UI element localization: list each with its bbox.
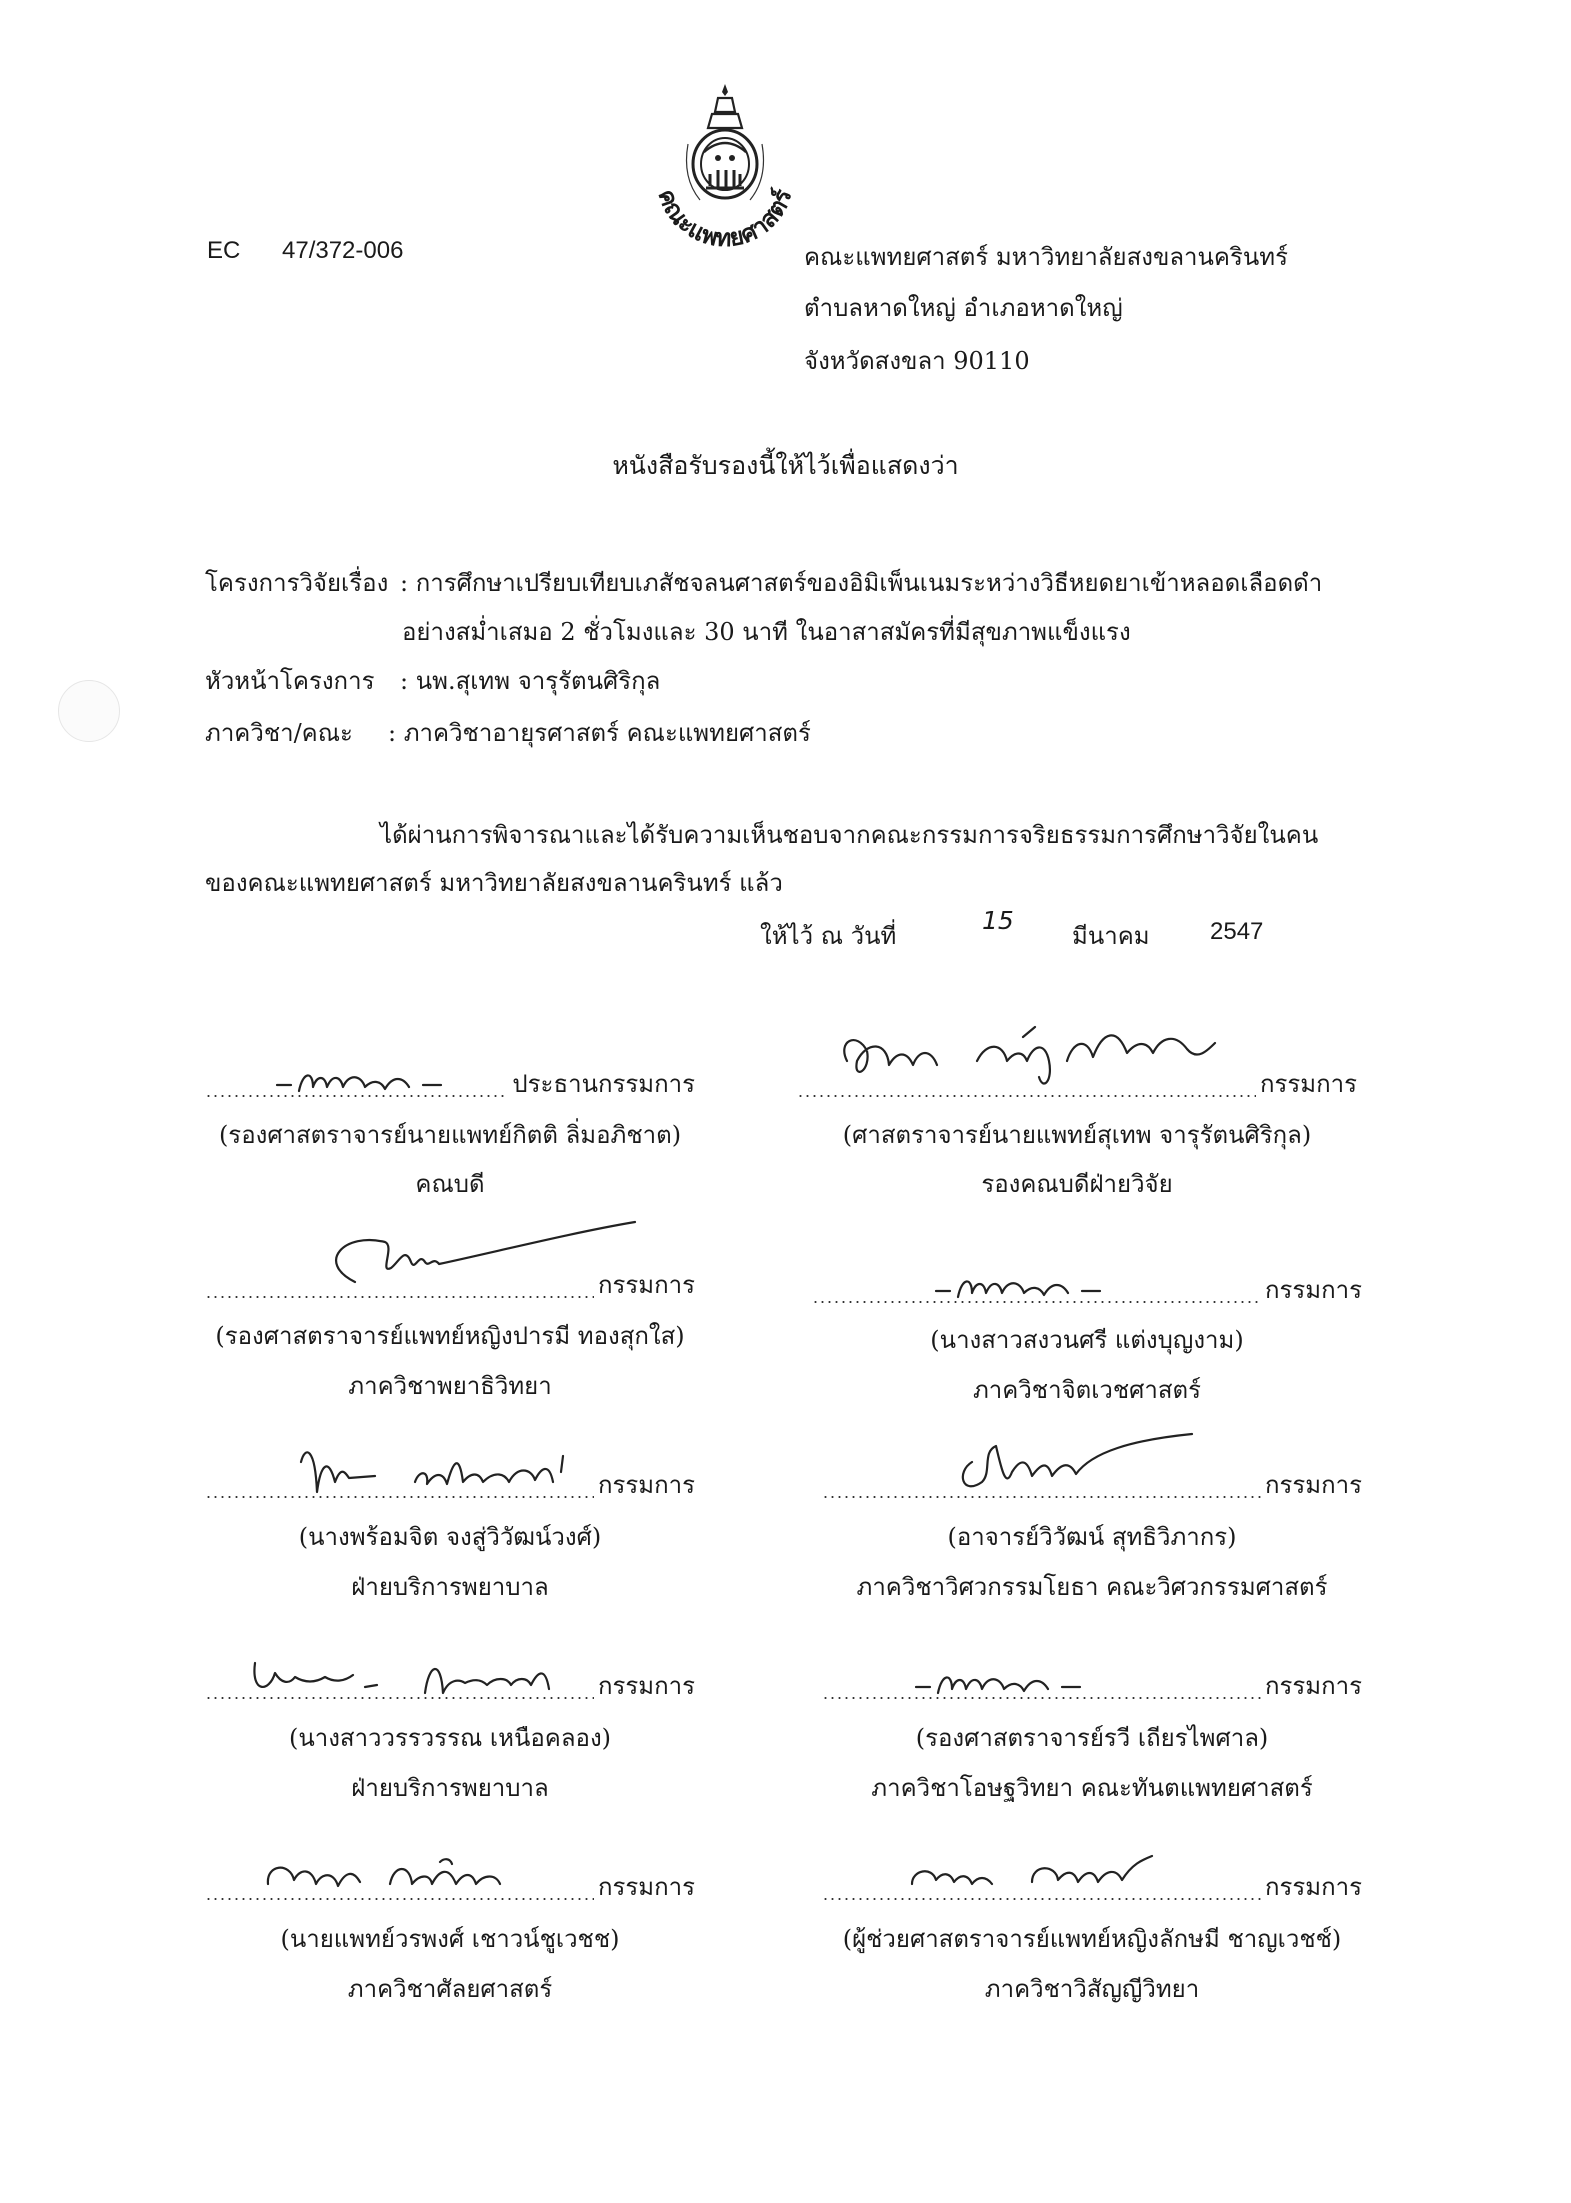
date-month: มีนาคม bbox=[1072, 922, 1150, 950]
role-label: กรรมการ bbox=[597, 1672, 695, 1700]
doc-number: 47/372-006 bbox=[282, 237, 404, 264]
project-head-value: : นพ.สุเทพ จารุรัตนศิริกุล bbox=[400, 667, 661, 695]
role-label: กรรมการ bbox=[1264, 1276, 1362, 1304]
project-value-line-1: : การศึกษาเปรียบเทียบเภสัชจลนศาสตร์ของอิมิเพ็นเนมระหว่างวิธีหยดยาเข้าหลอดเลือดดำ bbox=[400, 569, 1323, 597]
signature-line bbox=[822, 1867, 1362, 1906]
seal-arc-text: คณะแพทยศาสตร์ bbox=[652, 185, 798, 253]
svg-text:คณะแพทยศาสตร์ bbox=[652, 185, 797, 252]
signatory-position: ภาควิชาวิศวกรรมโยธา คณะวิศวกรรมศาสตร์ bbox=[856, 1573, 1328, 1601]
project-dept-label: ภาควิชา/คณะ bbox=[205, 719, 353, 747]
signatory-name: (นางสาวสงวนศรี แต่งบุญงาม) bbox=[930, 1326, 1244, 1354]
role-label: กรรมการ bbox=[1264, 1873, 1362, 1901]
role-label: กรรมการ bbox=[1264, 1672, 1362, 1700]
project-head-label: หัวหน้าโครงการ bbox=[205, 667, 375, 695]
signatory-position: ภาควิชาโอษฐวิทยา คณะทันตแพทยศาสตร์ bbox=[871, 1774, 1313, 1802]
signatory-position: ภาควิชาวิสัญญีวิทยา bbox=[984, 1975, 1200, 2003]
signatory-name: (รองศาสตราจารย์นายแพทย์กิตติ ลิ่มอภิชาต) bbox=[218, 1121, 682, 1149]
role-label: ประธานกรรมการ bbox=[512, 1070, 695, 1098]
role-label: กรรมการ bbox=[1264, 1471, 1362, 1499]
project-value-line-2: อย่างสม่ำเสมอ 2 ชั่วโมงและ 30 นาที ในอาสาสมัครที่มีสุขภาพแข็งแรง bbox=[402, 618, 1131, 646]
signatory-position: ภาควิชาพยาธิวิทยา bbox=[348, 1372, 552, 1400]
document-title: หนังสือรับรองนี้ให้ไว้เพื่อแสดงว่า bbox=[612, 451, 959, 480]
date-prefix: ให้ไว้ ณ วันที่ bbox=[760, 922, 897, 950]
date-year: 2547 bbox=[1210, 918, 1264, 945]
signature-line bbox=[205, 1867, 695, 1906]
signature-mark bbox=[273, 1061, 463, 1101]
signatory-position: ฝ่ายบริการพยาบาล bbox=[351, 1774, 549, 1802]
signature-line bbox=[812, 1270, 1362, 1309]
signatory-position: รองคณบดีฝ่ายวิจัย bbox=[981, 1170, 1173, 1198]
signature-line bbox=[797, 1064, 1357, 1103]
signature-line bbox=[822, 1666, 1362, 1705]
role-label: กรรมการ bbox=[1259, 1070, 1357, 1098]
signatory-name: (รองศาสตราจารย์รวี เถียรไพศาล) bbox=[915, 1724, 1269, 1752]
signature-mark bbox=[315, 1222, 645, 1302]
signature-line bbox=[205, 1666, 695, 1705]
signatory-name: (ผู้ช่วยศาสตราจารย์แพทย์หญิงลักษมี ชาญเวชช์) bbox=[842, 1925, 1342, 1953]
signatory-name: (นางสาววรรวรรณ เหนือคลอง) bbox=[288, 1724, 612, 1752]
signature-line bbox=[205, 1265, 695, 1304]
role-label: กรรมการ bbox=[597, 1471, 695, 1499]
address-line-1: คณะแพทยศาสตร์ มหาวิทยาลัยสงขลานครินทร์ bbox=[804, 243, 1288, 271]
signature-mark bbox=[260, 1854, 590, 1904]
address-line-3: จังหวัดสงขลา 90110 bbox=[804, 347, 1030, 375]
signature-mark bbox=[902, 1854, 1222, 1904]
signature-mark bbox=[912, 1663, 1102, 1703]
punch-hole bbox=[58, 680, 120, 742]
signature-mark bbox=[827, 1021, 1247, 1101]
signatory-position: คณบดี bbox=[415, 1170, 485, 1198]
role-label: กรรมการ bbox=[597, 1271, 695, 1299]
signatory-name: (ศาสตราจารย์นายแพทย์สุเทพ จารุรัตนศิริกุล) bbox=[842, 1121, 1312, 1149]
signature-mark bbox=[932, 1267, 1122, 1307]
signatory-name: (อาจารย์วิวัฒน์ สุทธิวิภากร) bbox=[947, 1523, 1237, 1551]
signatory-name: (นางพร้อมจิต จงสู่วิวัฒน์วงศ์) bbox=[298, 1523, 602, 1551]
signature-mark bbox=[245, 1653, 605, 1703]
signature-mark bbox=[952, 1432, 1232, 1502]
signatory-name: (นายแพทย์วรพงศ์ เชาวน์ชูเวชช) bbox=[280, 1925, 620, 1953]
signature-line bbox=[205, 1465, 695, 1504]
address-line-2: ตำบลหาดใหญ่ อำเภอหาดใหญ่ bbox=[804, 294, 1123, 322]
signature-line bbox=[822, 1465, 1362, 1504]
role-label: กรรมการ bbox=[597, 1873, 695, 1901]
approval-text-line-1: ได้ผ่านการพิจารณาและได้รับความเห็นชอบจากคณะกรรมการจริยธรรมการศึกษาวิจัยในคน bbox=[380, 821, 1319, 849]
signatory-name: (รองศาสตราจารย์แพทย์หญิงปารมี ทองสุกใส) bbox=[215, 1322, 685, 1350]
signature-line-chair bbox=[205, 1064, 695, 1103]
faculty-seal bbox=[640, 78, 810, 268]
project-dept-value: : ภาควิชาอายุรศาสตร์ คณะแพทยศาสตร์ bbox=[388, 719, 811, 747]
approval-text-line-2: ของคณะแพทยศาสตร์ มหาวิทยาลัยสงขลานครินทร์ แล้ว bbox=[205, 869, 783, 897]
doc-number-prefix: EC bbox=[207, 237, 241, 264]
signatory-position: ภาควิชาจิตเวชศาสตร์ bbox=[972, 1376, 1202, 1404]
signatory-position: ฝ่ายบริการพยาบาล bbox=[351, 1573, 549, 1601]
signature-mark bbox=[295, 1442, 635, 1502]
signatory-position: ภาควิชาศัลยศาสตร์ bbox=[347, 1975, 553, 2003]
project-label: โครงการวิจัยเรื่อง bbox=[205, 569, 389, 597]
date-day: 15 bbox=[982, 906, 1014, 935]
